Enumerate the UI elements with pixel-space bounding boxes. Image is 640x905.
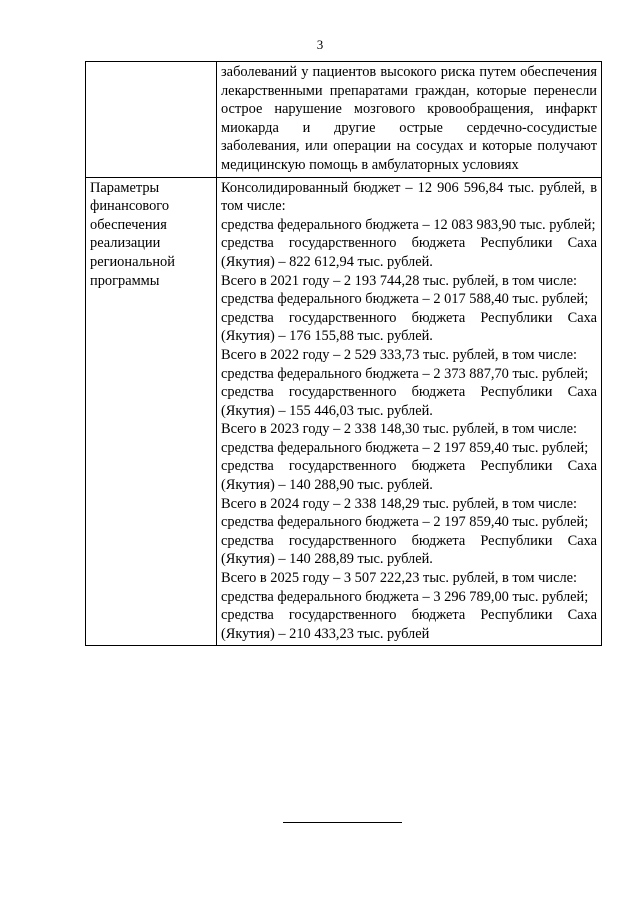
year-2021-total-line: Всего в 2021 году – 2 193 744,28 тыс. рублей, в том числе: [221,272,578,289]
year-2025-total-line: Всего в 2025 году – 3 507 222,23 тыс. рублей, в том числе: [221,570,578,587]
table-row [86,62,602,178]
year-2023-regional-line: средства государственного бюджета Республики Саха (Якутия) – 140 288,90 тыс. рублей. [221,458,597,494]
table-row [86,177,602,646]
year-2023-federal-line: средства федерального бюджета – 2 197 859,40 тыс. рублей; [221,439,589,456]
year-2023-total-line: Всего в 2023 году – 2 338 148,30 тыс. рублей, в том числе: [221,421,578,438]
closing-divider-line [283,822,402,823]
row-label [86,62,217,178]
year-2021-federal-line: средства федерального бюджета – 2 017 588,40 тыс. рублей; [221,291,589,308]
paragraph: заболеваний у пациентов высокого риска путем обеспечения лекарственными препаратами граждан, которые перенесли острое нарушение мозгового кровообращения, инфаркт миокарда и другие острые сердечно-сосудистые заболевания, или операции на сосудах и которые получают медицинскую помощь в амбулаторных условиях [221,64,597,173]
year-2025-federal-line: средства федерального бюджета – 3 296 789,00 тыс. рублей; [221,588,589,605]
row-label-financing-parameters: Параметры финансового обеспечения реализации региональной программы [86,177,217,646]
year-2024-regional-line: средства государственного бюджета Республики Саха (Якутия) – 140 288,89 тыс. рублей. [221,532,597,568]
federal-budget-total-line: средства федерального бюджета – 12 083 983,90 тыс. рублей; [221,216,596,233]
row-value-financing [217,177,602,646]
year-2024-total-line: Всего в 2024 году – 2 338 148,29 тыс. рублей, в том числе: [221,495,578,512]
year-2021-regional-line: средства государственного бюджета Республики Саха (Якутия) – 176 155,88 тыс. рублей. [221,309,597,345]
year-2022-regional-line: средства государственного бюджета Республики Саха (Якутия) – 155 446,03 тыс. рублей. [221,384,597,419]
year-2025-regional-line: средства государственного бюджета Республики Саха (Якутия) – 210 433,23 тыс. рублей [221,607,597,642]
page-number: 3 [316,37,324,52]
year-2022-federal-line: средства федерального бюджета – 2 373 887,70 тыс. рублей; [221,365,589,382]
year-2024-federal-line: средства федерального бюджета – 2 197 859,40 тыс. рублей; [221,514,589,531]
row-value [217,62,602,178]
regional-budget-total-line: средства государственного бюджета Республики Саха (Якутия) – 822 612,94 тыс. рублей. [221,235,597,270]
consolidated-budget-line: Консолидированный бюджет – 12 906 596,84 тыс. рублей, в том числе: [221,179,597,215]
program-passport-table [85,61,602,646]
year-2022-total-line: Всего в 2022 году – 2 529 333,73 тыс. рублей, в том числе: [221,346,578,363]
